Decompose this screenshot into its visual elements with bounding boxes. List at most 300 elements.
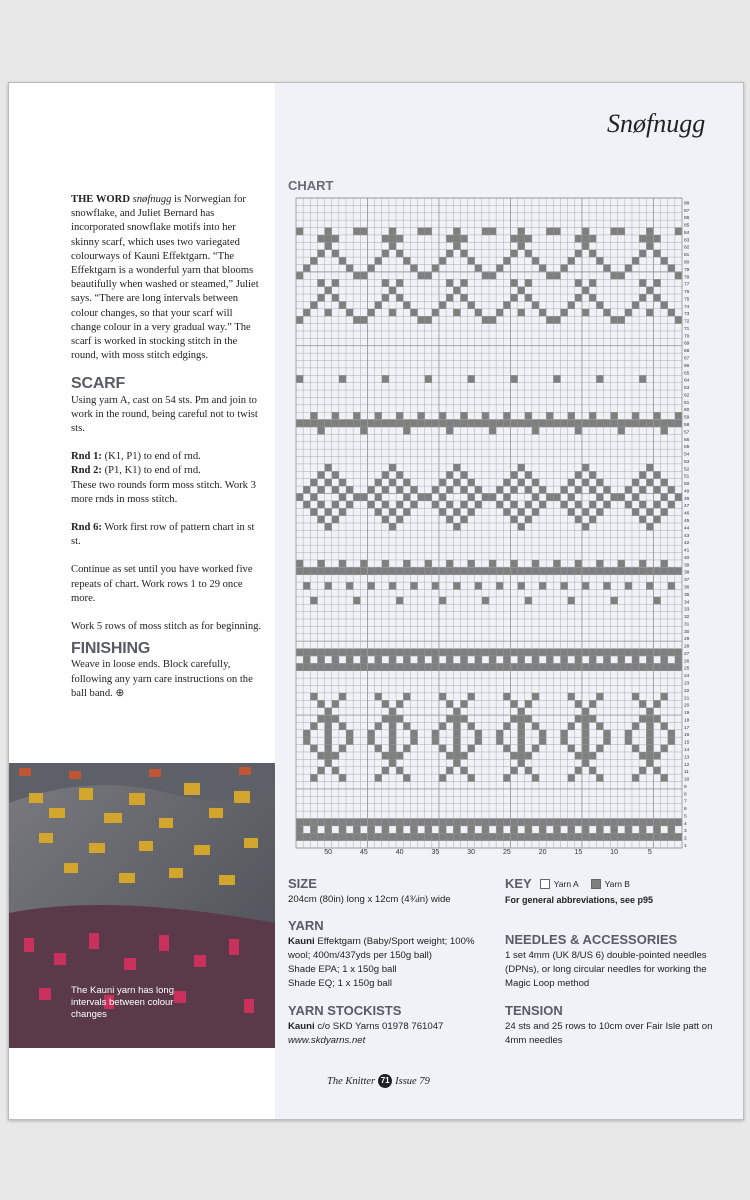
chart-cell bbox=[475, 663, 482, 671]
chart-cell bbox=[503, 774, 510, 782]
chart-row-number: 8 bbox=[684, 792, 687, 798]
chart-cell bbox=[496, 833, 503, 841]
chart-cell bbox=[518, 663, 525, 671]
chart-cell bbox=[425, 826, 432, 834]
chart-cell bbox=[360, 567, 367, 575]
chart-cell bbox=[668, 486, 675, 494]
chart-cell bbox=[525, 250, 532, 258]
chart-cell bbox=[489, 663, 496, 671]
chart-cell bbox=[653, 501, 660, 509]
chart-cell bbox=[603, 730, 610, 738]
chart-cell bbox=[389, 708, 396, 716]
chart-cell bbox=[403, 257, 410, 265]
chart-cell bbox=[296, 560, 303, 568]
chart-cell bbox=[503, 257, 510, 265]
chart-cell bbox=[353, 663, 360, 671]
chart-cell bbox=[332, 294, 339, 302]
chart-cell bbox=[346, 818, 353, 826]
chart-cell bbox=[468, 508, 475, 516]
chart-cell bbox=[525, 700, 532, 708]
chart-cell bbox=[546, 833, 553, 841]
chart-cell bbox=[325, 722, 332, 730]
chart-cell bbox=[439, 693, 446, 701]
chart-row-number: 20 bbox=[684, 703, 690, 709]
chart-cell bbox=[525, 663, 532, 671]
chart-cell bbox=[475, 309, 482, 317]
chart-cell bbox=[532, 656, 539, 664]
chart-cell bbox=[396, 649, 403, 657]
chart-cell bbox=[560, 582, 567, 590]
chart-cell bbox=[668, 737, 675, 745]
chart-cell bbox=[596, 722, 603, 730]
chart-column-tick: 45 bbox=[360, 849, 368, 856]
chart-cell bbox=[589, 250, 596, 258]
chart-cell bbox=[525, 752, 532, 760]
chart-cell bbox=[603, 567, 610, 575]
chart-cell bbox=[339, 301, 346, 309]
chart-cell bbox=[475, 656, 482, 664]
chart-row-number: 47 bbox=[684, 504, 690, 510]
chart-cell bbox=[582, 722, 589, 730]
chart-cell bbox=[396, 597, 403, 605]
chart-cell bbox=[360, 493, 367, 501]
chart-cell bbox=[432, 309, 439, 317]
chart-row-number: 39 bbox=[684, 563, 690, 569]
chart-cell bbox=[446, 656, 453, 664]
chart-cell bbox=[639, 700, 646, 708]
chart-cell bbox=[425, 649, 432, 657]
chart-cell bbox=[489, 272, 496, 280]
stockists-url[interactable]: www.skdyarns.net bbox=[288, 1035, 366, 1046]
chart-cell bbox=[603, 737, 610, 745]
chart-cell bbox=[589, 715, 596, 723]
tension-section bbox=[505, 1004, 715, 1048]
chart-cell bbox=[425, 272, 432, 280]
chart-cell bbox=[396, 752, 403, 760]
chart-cell bbox=[468, 833, 475, 841]
chart-cell bbox=[596, 301, 603, 309]
chart-cell bbox=[618, 228, 625, 236]
stockists-section bbox=[288, 1004, 488, 1048]
chart-cell bbox=[611, 567, 618, 575]
chart-cell bbox=[475, 730, 482, 738]
chart-cell bbox=[575, 501, 582, 509]
chart-cell bbox=[325, 464, 332, 472]
chart-cell bbox=[553, 316, 560, 324]
chart-cell bbox=[568, 412, 575, 420]
chart-cell bbox=[518, 479, 525, 487]
chart-cell bbox=[668, 309, 675, 317]
chart-cell bbox=[432, 818, 439, 826]
chart-cell bbox=[439, 412, 446, 420]
chart-row-number: 14 bbox=[684, 747, 690, 753]
chart-cell bbox=[568, 649, 575, 657]
chart-cell bbox=[632, 567, 639, 575]
chart-cell bbox=[639, 649, 646, 657]
chart-cell bbox=[675, 493, 682, 501]
chart-cell bbox=[646, 708, 653, 716]
chart-cell bbox=[332, 486, 339, 494]
chart-cell bbox=[546, 493, 553, 501]
chart-cell bbox=[568, 722, 575, 730]
chart-cell bbox=[317, 649, 324, 657]
chart-cell bbox=[496, 737, 503, 745]
chart-cell bbox=[468, 420, 475, 428]
chart-cell bbox=[446, 486, 453, 494]
chart-cell bbox=[539, 501, 546, 509]
chart-row-number: 9 bbox=[684, 784, 687, 790]
chart-cell bbox=[668, 420, 675, 428]
chart-cell bbox=[468, 649, 475, 657]
chart-cell bbox=[375, 412, 382, 420]
chart-cell bbox=[403, 301, 410, 309]
chart-cell bbox=[446, 516, 453, 524]
chart-cell bbox=[325, 420, 332, 428]
chart-row-number: 62 bbox=[684, 393, 690, 399]
chart-cell bbox=[382, 663, 389, 671]
chart-cell bbox=[668, 663, 675, 671]
chart-cell bbox=[303, 501, 310, 509]
chart-cell bbox=[446, 420, 453, 428]
chart-cell bbox=[325, 479, 332, 487]
chart-cell bbox=[317, 516, 324, 524]
chart-cell bbox=[603, 656, 610, 664]
finishing-body: Weave in loose ends. Block carefully, following any yarn care instructions on the ball band. bbox=[71, 659, 253, 699]
chart-cell bbox=[439, 567, 446, 575]
chart-cell bbox=[632, 656, 639, 664]
chart-cell bbox=[525, 567, 532, 575]
chart-cell bbox=[489, 493, 496, 501]
chart-cell bbox=[653, 833, 660, 841]
chart-cell bbox=[403, 560, 410, 568]
chart-cell bbox=[439, 774, 446, 782]
yarn-heading: YARN bbox=[288, 918, 324, 933]
chart-cell bbox=[646, 464, 653, 472]
chart-cell bbox=[339, 745, 346, 753]
chart-cell bbox=[310, 508, 317, 516]
chart-cell bbox=[446, 501, 453, 509]
chart-cell bbox=[625, 264, 632, 272]
chart-cell bbox=[375, 301, 382, 309]
chart-cell bbox=[439, 420, 446, 428]
chart-cell bbox=[453, 582, 460, 590]
chart-cell bbox=[468, 257, 475, 265]
chart-cell bbox=[496, 420, 503, 428]
chart-cell bbox=[475, 818, 482, 826]
chart-cell bbox=[453, 826, 460, 834]
chart-cell bbox=[646, 508, 653, 516]
chart-cell bbox=[389, 309, 396, 317]
chart-cell bbox=[375, 420, 382, 428]
chart-cell bbox=[460, 715, 467, 723]
chart-cell bbox=[503, 420, 510, 428]
chart-cell bbox=[460, 279, 467, 287]
chart-cell bbox=[425, 493, 432, 501]
chart-cell bbox=[296, 493, 303, 501]
chart-row-number: 26 bbox=[684, 659, 690, 665]
chart-cell bbox=[632, 693, 639, 701]
chart-cell bbox=[518, 759, 525, 767]
chart-cell bbox=[489, 560, 496, 568]
chart-cell bbox=[439, 301, 446, 309]
chart-cell bbox=[560, 264, 567, 272]
scarf-rounds bbox=[71, 450, 263, 507]
chart-cell bbox=[389, 663, 396, 671]
chart-cell bbox=[410, 309, 417, 317]
chart-cell bbox=[432, 663, 439, 671]
chart-cell bbox=[525, 235, 532, 243]
chart-cell bbox=[475, 649, 482, 657]
chart-cell bbox=[403, 420, 410, 428]
chart-cell bbox=[553, 560, 560, 568]
chart-cell bbox=[418, 272, 425, 280]
chart-cell bbox=[446, 649, 453, 657]
chart-cell bbox=[375, 818, 382, 826]
chart-cell bbox=[618, 649, 625, 657]
chart-cell bbox=[468, 722, 475, 730]
moss-stitch-note: These two rounds form moss stitch. Work 3 more rnds in moss stitch. bbox=[71, 479, 256, 505]
chart-cell bbox=[646, 649, 653, 657]
chart-cell bbox=[639, 715, 646, 723]
chart-cell bbox=[367, 826, 374, 834]
chart-cell bbox=[382, 471, 389, 479]
chart-cell bbox=[389, 752, 396, 760]
chart-cell bbox=[353, 412, 360, 420]
chart-cell bbox=[475, 501, 482, 509]
chart-cell bbox=[339, 420, 346, 428]
chart-cell bbox=[653, 250, 660, 258]
chart-cell bbox=[453, 818, 460, 826]
chart-cell bbox=[625, 567, 632, 575]
chart-cell bbox=[589, 649, 596, 657]
chart-cell bbox=[453, 833, 460, 841]
chart-cell bbox=[296, 420, 303, 428]
chart-cell bbox=[410, 420, 417, 428]
chart-cell bbox=[382, 567, 389, 575]
chart-cell bbox=[360, 427, 367, 435]
chart-cell bbox=[661, 774, 668, 782]
chart-cell bbox=[382, 752, 389, 760]
chart-cell bbox=[317, 767, 324, 775]
chart-cell bbox=[553, 272, 560, 280]
chart-cell bbox=[325, 752, 332, 760]
chart-cell bbox=[661, 745, 668, 753]
chart-cell bbox=[532, 479, 539, 487]
size-section bbox=[288, 877, 488, 907]
chart-cell bbox=[360, 316, 367, 324]
chart-cell bbox=[553, 375, 560, 383]
chart-cell bbox=[310, 567, 317, 575]
finishing-heading: FINISHING bbox=[71, 640, 151, 658]
chart-row-number: 84 bbox=[684, 230, 690, 236]
chart-cell bbox=[296, 663, 303, 671]
chart-cell bbox=[518, 730, 525, 738]
chart-cell bbox=[460, 486, 467, 494]
chart-cell bbox=[332, 471, 339, 479]
chart-cell bbox=[661, 663, 668, 671]
chart-cell bbox=[632, 301, 639, 309]
chart-cell bbox=[646, 715, 653, 723]
chart-cell bbox=[639, 516, 646, 524]
chart-cell bbox=[625, 737, 632, 745]
chart-cell bbox=[453, 759, 460, 767]
key-row bbox=[505, 877, 735, 891]
chart-cell bbox=[296, 818, 303, 826]
chart-cell bbox=[367, 833, 374, 841]
chart-cell bbox=[639, 567, 646, 575]
yarn-line2: Shade EPA; 1 x 150g ball bbox=[288, 964, 397, 975]
chart-cell bbox=[532, 560, 539, 568]
chart-cell bbox=[439, 493, 446, 501]
chart-cell bbox=[518, 715, 525, 723]
chart-cell bbox=[639, 486, 646, 494]
chart-cell bbox=[317, 833, 324, 841]
chart-cell bbox=[446, 427, 453, 435]
chart-cell bbox=[325, 242, 332, 250]
chart-cell bbox=[653, 412, 660, 420]
chart-row-number: 28 bbox=[684, 644, 690, 650]
chart-cell bbox=[453, 737, 460, 745]
chart-cell bbox=[632, 493, 639, 501]
chart-cell bbox=[375, 508, 382, 516]
chart-cell bbox=[482, 663, 489, 671]
chart-cell bbox=[346, 649, 353, 657]
chart-cell bbox=[546, 656, 553, 664]
chart-cell bbox=[568, 745, 575, 753]
chart-cell bbox=[332, 700, 339, 708]
chart-row-number: 54 bbox=[684, 452, 690, 458]
chart-cell bbox=[375, 693, 382, 701]
chart-cell bbox=[589, 235, 596, 243]
chart-cell bbox=[375, 833, 382, 841]
chart-cell bbox=[575, 516, 582, 524]
chart-cell bbox=[396, 767, 403, 775]
chart-row-number: 63 bbox=[684, 386, 690, 392]
chart-cell bbox=[482, 649, 489, 657]
chart-cell bbox=[382, 700, 389, 708]
chart-cell bbox=[675, 412, 682, 420]
chart-cell bbox=[496, 582, 503, 590]
chart-cell bbox=[468, 693, 475, 701]
chart-cell bbox=[310, 649, 317, 657]
chart-cell bbox=[582, 708, 589, 716]
chart-cell bbox=[661, 818, 668, 826]
chart-cell bbox=[639, 833, 646, 841]
chart-cell bbox=[475, 833, 482, 841]
chart-cell bbox=[646, 818, 653, 826]
chart-cell bbox=[653, 471, 660, 479]
chart-cell bbox=[510, 501, 517, 509]
chart-cell bbox=[496, 649, 503, 657]
chart-cell bbox=[389, 567, 396, 575]
chart-cell bbox=[389, 759, 396, 767]
chart-cell bbox=[575, 279, 582, 287]
chart-cell bbox=[396, 486, 403, 494]
chart-cell bbox=[539, 567, 546, 575]
chart-cell bbox=[296, 316, 303, 324]
chart-cell bbox=[425, 567, 432, 575]
chart-cell bbox=[553, 826, 560, 834]
chart-cell bbox=[575, 567, 582, 575]
chart-cell bbox=[418, 493, 425, 501]
chart-cell bbox=[446, 560, 453, 568]
chart-cell bbox=[296, 272, 303, 280]
chart-cell bbox=[317, 715, 324, 723]
chart-cell bbox=[611, 420, 618, 428]
chart-cell bbox=[360, 656, 367, 664]
chart-row-number: 34 bbox=[684, 600, 690, 606]
chart-row-number: 10 bbox=[684, 777, 690, 783]
chart-cell bbox=[446, 715, 453, 723]
chart-cell bbox=[453, 708, 460, 716]
chart-cell bbox=[403, 567, 410, 575]
chart-cell bbox=[460, 412, 467, 420]
chart-cell bbox=[425, 663, 432, 671]
chart-cell bbox=[653, 767, 660, 775]
chart-cell bbox=[539, 737, 546, 745]
chart-cell bbox=[432, 833, 439, 841]
chart-cell bbox=[317, 818, 324, 826]
chart-cell bbox=[646, 656, 653, 664]
chart-cell bbox=[496, 826, 503, 834]
chart-cell bbox=[518, 737, 525, 745]
chart-cell bbox=[446, 663, 453, 671]
chart-cell bbox=[339, 818, 346, 826]
chart-cell bbox=[418, 649, 425, 657]
chart-cell bbox=[675, 818, 682, 826]
chart-cell bbox=[418, 663, 425, 671]
chart-row-number: 80 bbox=[684, 260, 690, 266]
chart-cell bbox=[489, 818, 496, 826]
chart-cell bbox=[396, 567, 403, 575]
chart-cell bbox=[375, 656, 382, 664]
chart-cell bbox=[639, 752, 646, 760]
chart-cell bbox=[661, 257, 668, 265]
chart-cell bbox=[332, 649, 339, 657]
chart-cell bbox=[539, 663, 546, 671]
chart-cell bbox=[503, 833, 510, 841]
size-heading: SIZE bbox=[288, 876, 317, 891]
chart-cell bbox=[317, 501, 324, 509]
chart-cell bbox=[553, 663, 560, 671]
chart-cell bbox=[618, 316, 625, 324]
chart-cell bbox=[596, 375, 603, 383]
chart-cell bbox=[310, 412, 317, 420]
chart-cell bbox=[639, 279, 646, 287]
chart-cell bbox=[589, 767, 596, 775]
chart-cell bbox=[489, 316, 496, 324]
chart-row-number: 88 bbox=[684, 201, 690, 207]
chart-cell bbox=[317, 663, 324, 671]
chart-cell bbox=[532, 774, 539, 782]
chart-cell bbox=[446, 250, 453, 258]
chart-cell bbox=[446, 567, 453, 575]
chart-cell bbox=[460, 471, 467, 479]
chart-cell bbox=[625, 501, 632, 509]
chart-row-number: 64 bbox=[684, 378, 690, 384]
chart-cell bbox=[360, 649, 367, 657]
chart-cell bbox=[389, 818, 396, 826]
chart-cell bbox=[346, 737, 353, 745]
chart-cell bbox=[503, 479, 510, 487]
chart-cell bbox=[661, 493, 668, 501]
chart-cell bbox=[339, 722, 346, 730]
chart-cell bbox=[367, 486, 374, 494]
chart-cell bbox=[310, 833, 317, 841]
chart-cell bbox=[332, 250, 339, 258]
chart-cell bbox=[560, 833, 567, 841]
intro-paragraph bbox=[71, 193, 263, 363]
